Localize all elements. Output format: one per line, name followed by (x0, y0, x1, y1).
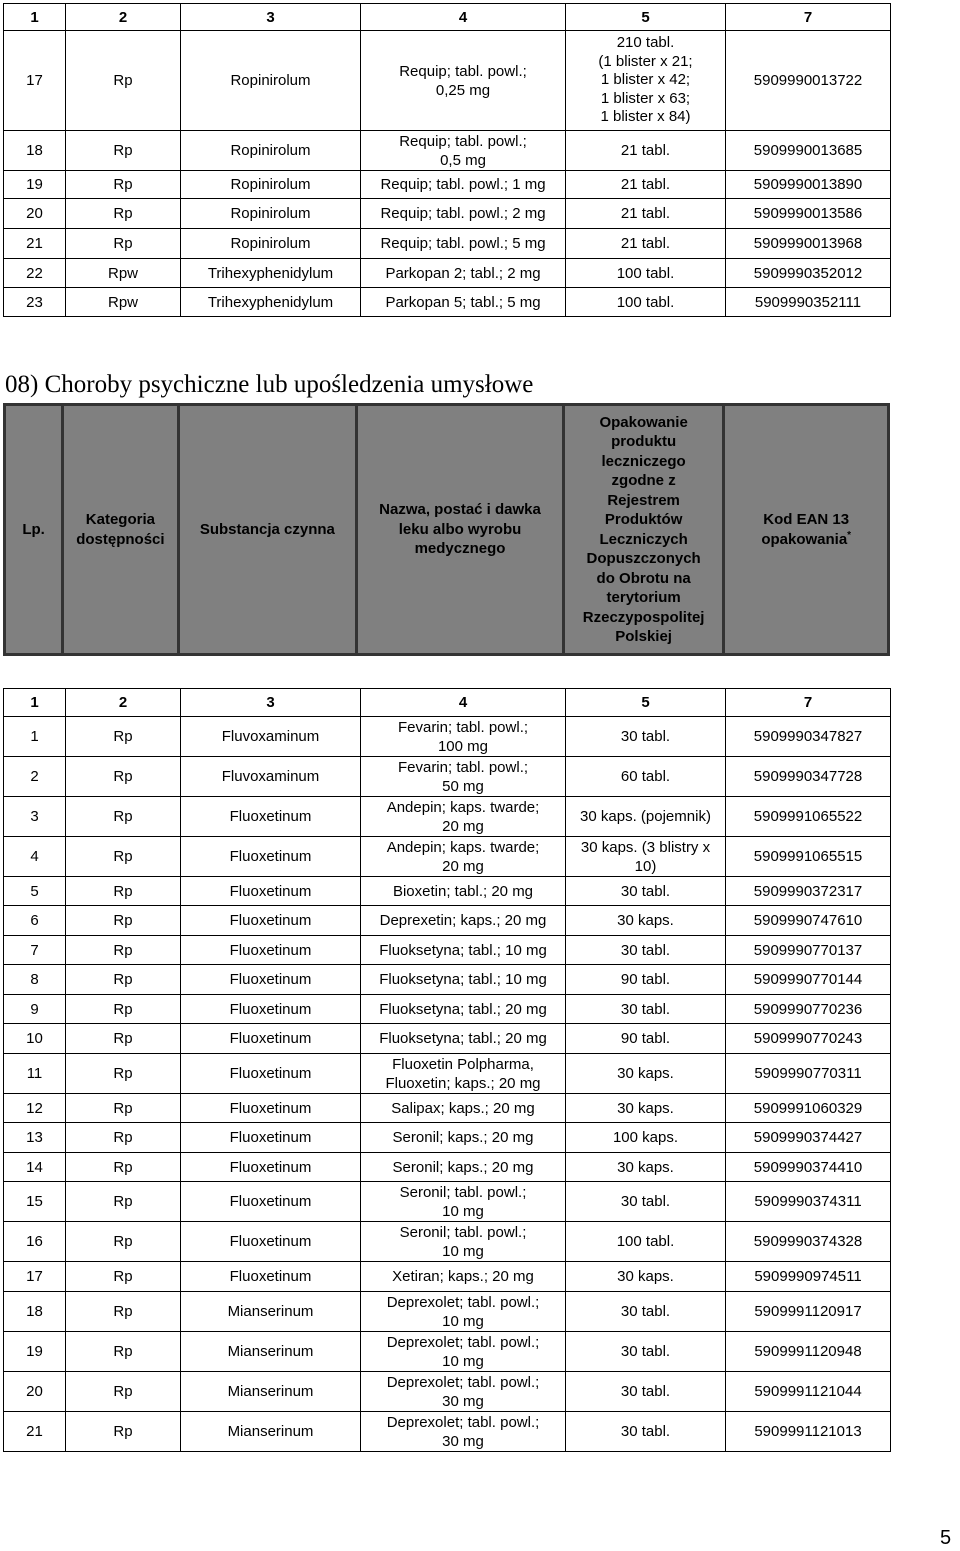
package-cell: 30 tabl. (566, 936, 726, 965)
substance-cell: Ropinirolum (181, 131, 361, 171)
package-cell: 30 kaps. (566, 1054, 726, 1094)
column-number-row (4, 689, 891, 717)
ean-cell: 5909990347827 (726, 717, 891, 757)
drug-name-cell: Andepin; kaps. twarde; 20 mg (361, 797, 566, 837)
lp-cell: 19 (4, 171, 66, 199)
ean-cell: 5909991121044 (726, 1372, 891, 1412)
category-cell: Rp (66, 1262, 181, 1292)
category-cell: Rpw (66, 259, 181, 288)
lp-cell: 23 (4, 288, 66, 317)
ean-cell: 5909990770236 (726, 995, 891, 1024)
lp-cell: 2 (4, 757, 66, 797)
category-cell: Rp (66, 1222, 181, 1262)
substance-cell: Mianserinum (181, 1292, 361, 1332)
lp-cell: 16 (4, 1222, 66, 1262)
category-cell: Rp (66, 757, 181, 797)
category-cell: Rp (66, 995, 181, 1024)
lp-cell: 6 (4, 906, 66, 936)
table-row (4, 31, 891, 131)
ean-cell: 5909991065515 (726, 837, 891, 877)
drug-name-cell: Deprexolet; tabl. powl.; 30 mg (361, 1372, 566, 1412)
ean-cell: 5909991060329 (726, 1094, 891, 1123)
drug-name-cell: Bioxetin; tabl.; 20 mg (361, 877, 566, 906)
table-row (4, 1262, 891, 1292)
substance-cell: Mianserinum (181, 1412, 361, 1452)
table-row (4, 1054, 891, 1094)
column-number: 2 (66, 689, 181, 717)
package-cell: 30 tabl. (566, 1292, 726, 1332)
table-row (4, 965, 891, 995)
table-row (4, 837, 891, 877)
substance-cell: Ropinirolum (181, 199, 361, 229)
table-row (4, 995, 891, 1024)
table-row (4, 199, 891, 229)
lp-cell: 12 (4, 1094, 66, 1123)
substance-cell: Fluoxetinum (181, 936, 361, 965)
package-cell: 30 kaps. (3 blistry x 10) (566, 837, 726, 877)
package-cell: 21 tabl. (566, 131, 726, 171)
ean-cell: 5909990352111 (726, 288, 891, 317)
table-row (4, 229, 891, 259)
lp-cell: 9 (4, 995, 66, 1024)
category-cell: Rp (66, 199, 181, 229)
substance-cell: Trihexyphenidylum (181, 259, 361, 288)
package-cell: 30 tabl. (566, 1182, 726, 1222)
category-cell: Rp (66, 229, 181, 259)
continuation-table (3, 3, 891, 317)
package-cell: 90 tabl. (566, 965, 726, 995)
drug-name-cell: Salipax; kaps.; 20 mg (361, 1094, 566, 1123)
category-cell: Rp (66, 171, 181, 199)
drug-name-cell: Seronil; kaps.; 20 mg (361, 1123, 566, 1153)
lp-cell: 17 (4, 1262, 66, 1292)
lp-cell: 4 (4, 837, 66, 877)
ean-cell: 5909990013722 (726, 31, 891, 131)
column-number: 3 (181, 689, 361, 717)
drug-name-cell: Fluoksetyna; tabl.; 20 mg (361, 1024, 566, 1054)
substance-cell: Fluoxetinum (181, 906, 361, 936)
drug-name-cell: Requip; tabl. powl.; 0,25 mg (361, 31, 566, 131)
category-cell: Rp (66, 1054, 181, 1094)
category-cell: Rp (66, 936, 181, 965)
column-number: 3 (181, 4, 361, 31)
package-cell: 100 tabl. (566, 259, 726, 288)
table-row (4, 1332, 891, 1372)
table-row (4, 1024, 891, 1054)
column-number: 4 (361, 689, 566, 717)
lp-cell: 5 (4, 877, 66, 906)
column-number: 1 (4, 689, 66, 717)
package-cell: 30 tabl. (566, 1412, 726, 1452)
drug-name-cell: Deprexetin; kaps.; 20 mg (361, 906, 566, 936)
category-cell: Rp (66, 1412, 181, 1452)
category-cell: Rp (66, 906, 181, 936)
package-cell: 30 tabl. (566, 995, 726, 1024)
package-cell: 30 tabl. (566, 877, 726, 906)
lp-cell: 1 (4, 717, 66, 757)
ean-cell: 5909990974511 (726, 1262, 891, 1292)
table-row (4, 1094, 891, 1123)
drug-name-cell: Requip; tabl. powl.; 2 mg (361, 199, 566, 229)
ean-cell: 5909990770137 (726, 936, 891, 965)
substance-cell: Fluoxetinum (181, 877, 361, 906)
table-row (4, 1372, 891, 1412)
table-row (4, 1412, 891, 1452)
substance-cell: Fluoxetinum (181, 1123, 361, 1153)
substance-cell: Fluoxetinum (181, 797, 361, 837)
substance-cell: Fluoxetinum (181, 1153, 361, 1182)
ean-cell: 5909991120948 (726, 1332, 891, 1372)
table-row (4, 906, 891, 936)
package-cell: 30 kaps. (566, 906, 726, 936)
substance-cell: Fluoxetinum (181, 1094, 361, 1123)
lp-cell: 20 (4, 199, 66, 229)
package-cell: 210 tabl. (1 blister x 21; 1 blister x 42; 1 blister x 63; 1 blister x 84) (566, 31, 726, 131)
substance-cell: Fluoxetinum (181, 1262, 361, 1292)
substance-cell: Fluoxetinum (181, 1182, 361, 1222)
lp-cell: 10 (4, 1024, 66, 1054)
lp-cell: 3 (4, 797, 66, 837)
column-number: 7 (726, 689, 891, 717)
category-cell: Rp (66, 1123, 181, 1153)
drug-name-cell: Deprexolet; tabl. powl.; 10 mg (361, 1292, 566, 1332)
substance-cell: Mianserinum (181, 1372, 361, 1412)
category-cell: Rp (66, 31, 181, 131)
lp-cell: 11 (4, 1054, 66, 1094)
header-lp: Lp. (5, 405, 63, 655)
ean-cell: 5909990372317 (726, 877, 891, 906)
drug-name-cell: Requip; tabl. powl.; 1 mg (361, 171, 566, 199)
table-row (4, 717, 891, 757)
ean-cell: 5909990347728 (726, 757, 891, 797)
category-cell: Rp (66, 1182, 181, 1222)
ean-cell: 5909990770311 (726, 1054, 891, 1094)
substance-cell: Fluoxetinum (181, 1222, 361, 1262)
table-row (4, 797, 891, 837)
lp-cell: 17 (4, 31, 66, 131)
column-number: 1 (4, 4, 66, 31)
drug-name-cell: Fluoksetyna; tabl.; 10 mg (361, 965, 566, 995)
column-number: 7 (726, 4, 891, 31)
lp-cell: 22 (4, 259, 66, 288)
ean-cell: 5909991065522 (726, 797, 891, 837)
category-cell: Rp (66, 1153, 181, 1182)
footnote-marker: * (847, 529, 852, 541)
ean-cell: 5909990013968 (726, 229, 891, 259)
lp-cell: 15 (4, 1182, 66, 1222)
table-row (4, 936, 891, 965)
package-cell: 100 kaps. (566, 1123, 726, 1153)
table-row (4, 288, 891, 317)
column-number: 5 (566, 689, 726, 717)
section-title: 08) Choroby psychiczne lub upośledzenia umysłowe (5, 371, 534, 398)
lp-cell: 18 (4, 131, 66, 171)
category-cell: Rp (66, 1372, 181, 1412)
drug-name-cell: Xetiran; kaps.; 20 mg (361, 1262, 566, 1292)
drug-name-cell: Parkopan 2; tabl.; 2 mg (361, 259, 566, 288)
drug-name-cell: Deprexolet; tabl. powl.; 30 mg (361, 1412, 566, 1452)
lp-cell: 8 (4, 965, 66, 995)
category-cell: Rp (66, 837, 181, 877)
substance-cell: Mianserinum (181, 1332, 361, 1372)
package-cell: 21 tabl. (566, 171, 726, 199)
lp-cell: 13 (4, 1123, 66, 1153)
package-cell: 30 kaps. (566, 1262, 726, 1292)
table-row (4, 1222, 891, 1262)
ean-cell: 5909990352012 (726, 259, 891, 288)
substance-cell: Fluoxetinum (181, 1054, 361, 1094)
header-category: Kategoria dostępności (63, 405, 178, 655)
ean-cell: 5909990374328 (726, 1222, 891, 1262)
table-row (4, 877, 891, 906)
lp-cell: 21 (4, 229, 66, 259)
table-row (4, 131, 891, 171)
column-header-table (3, 403, 890, 656)
table-row (4, 757, 891, 797)
substance-cell: Fluvoxaminum (181, 717, 361, 757)
substance-cell: Ropinirolum (181, 171, 361, 199)
substance-cell: Fluoxetinum (181, 837, 361, 877)
substance-cell: Fluoxetinum (181, 965, 361, 995)
category-cell: Rpw (66, 288, 181, 317)
table-row (4, 1153, 891, 1182)
ean-cell: 5909990013586 (726, 199, 891, 229)
package-cell: 21 tabl. (566, 199, 726, 229)
header-ean (724, 405, 889, 655)
ean-cell: 5909991121013 (726, 1412, 891, 1452)
package-cell: 30 tabl. (566, 1372, 726, 1412)
category-cell: Rp (66, 1292, 181, 1332)
substance-cell: Ropinirolum (181, 229, 361, 259)
table-row (4, 171, 891, 199)
drug-name-cell: Requip; tabl. powl.; 0,5 mg (361, 131, 566, 171)
table-row (4, 1182, 891, 1222)
category-cell: Rp (66, 1332, 181, 1372)
drug-name-cell: Andepin; kaps. twarde; 20 mg (361, 837, 566, 877)
category-cell: Rp (66, 965, 181, 995)
column-number: 4 (361, 4, 566, 31)
lp-cell: 18 (4, 1292, 66, 1332)
column-number: 5 (566, 4, 726, 31)
drug-list-table (3, 688, 891, 1452)
lp-cell: 7 (4, 936, 66, 965)
drug-name-cell: Seronil; tabl. powl.; 10 mg (361, 1182, 566, 1222)
category-cell: Rp (66, 1094, 181, 1123)
package-cell: 30 tabl. (566, 717, 726, 757)
substance-cell: Fluvoxaminum (181, 757, 361, 797)
ean-cell: 5909991120917 (726, 1292, 891, 1332)
drug-name-cell: Seronil; tabl. powl.; 10 mg (361, 1222, 566, 1262)
category-cell: Rp (66, 717, 181, 757)
substance-cell: Trihexyphenidylum (181, 288, 361, 317)
header-substance: Substancja czynna (178, 405, 357, 655)
substance-cell: Fluoxetinum (181, 1024, 361, 1054)
drug-name-cell: Deprexolet; tabl. powl.; 10 mg (361, 1332, 566, 1372)
drug-name-cell: Fluoksetyna; tabl.; 20 mg (361, 995, 566, 1024)
category-cell: Rp (66, 1024, 181, 1054)
drug-name-cell: Fevarin; tabl. powl.; 100 mg (361, 717, 566, 757)
ean-cell: 5909990013890 (726, 171, 891, 199)
ean-cell: 5909990770144 (726, 965, 891, 995)
package-cell: 100 tabl. (566, 288, 726, 317)
drug-name-cell: Fluoksetyna; tabl.; 10 mg (361, 936, 566, 965)
table-row (4, 1123, 891, 1153)
package-cell: 90 tabl. (566, 1024, 726, 1054)
column-number: 2 (66, 4, 181, 31)
package-cell: 30 kaps. (566, 1094, 726, 1123)
ean-cell: 5909990374427 (726, 1123, 891, 1153)
header-package: Opakowanie produktu leczniczego zgodne z Rejestrem Produktów Leczniczych Dopuszczonych do Obrotu na terytorium Rzeczypospolitej Polskiej (563, 405, 724, 655)
substance-cell: Fluoxetinum (181, 995, 361, 1024)
drug-name-cell: Requip; tabl. powl.; 5 mg (361, 229, 566, 259)
lp-cell: 20 (4, 1372, 66, 1412)
ean-cell: 5909990013685 (726, 131, 891, 171)
ean-cell: 5909990770243 (726, 1024, 891, 1054)
header-ean-label: Kod EAN 13 opakowania (761, 511, 850, 548)
ean-cell: 5909990374311 (726, 1182, 891, 1222)
table-row (4, 1292, 891, 1332)
package-cell: 30 kaps. (pojemnik) (566, 797, 726, 837)
ean-cell: 5909990747610 (726, 906, 891, 936)
package-cell: 30 kaps. (566, 1153, 726, 1182)
category-cell: Rp (66, 797, 181, 837)
drug-name-cell: Seronil; kaps.; 20 mg (361, 1153, 566, 1182)
package-cell: 60 tabl. (566, 757, 726, 797)
ean-cell: 5909990374410 (726, 1153, 891, 1182)
table-row (4, 259, 891, 288)
page-number: 5 (940, 1527, 952, 1549)
category-cell: Rp (66, 877, 181, 906)
header-drug-name: Nazwa, postać i dawka leku albo wyrobu medycznego (357, 405, 564, 655)
drug-name-cell: Fevarin; tabl. powl.; 50 mg (361, 757, 566, 797)
drug-name-cell: Parkopan 5; tabl.; 5 mg (361, 288, 566, 317)
lp-cell: 14 (4, 1153, 66, 1182)
lp-cell: 21 (4, 1412, 66, 1452)
column-number-row (4, 4, 891, 31)
package-cell: 100 tabl. (566, 1222, 726, 1262)
substance-cell: Ropinirolum (181, 31, 361, 131)
package-cell: 21 tabl. (566, 229, 726, 259)
header-row (5, 405, 889, 655)
category-cell: Rp (66, 131, 181, 171)
package-cell: 30 tabl. (566, 1332, 726, 1372)
lp-cell: 19 (4, 1332, 66, 1372)
drug-name-cell: Fluoxetin Polpharma, Fluoxetin; kaps.; 20 mg (361, 1054, 566, 1094)
